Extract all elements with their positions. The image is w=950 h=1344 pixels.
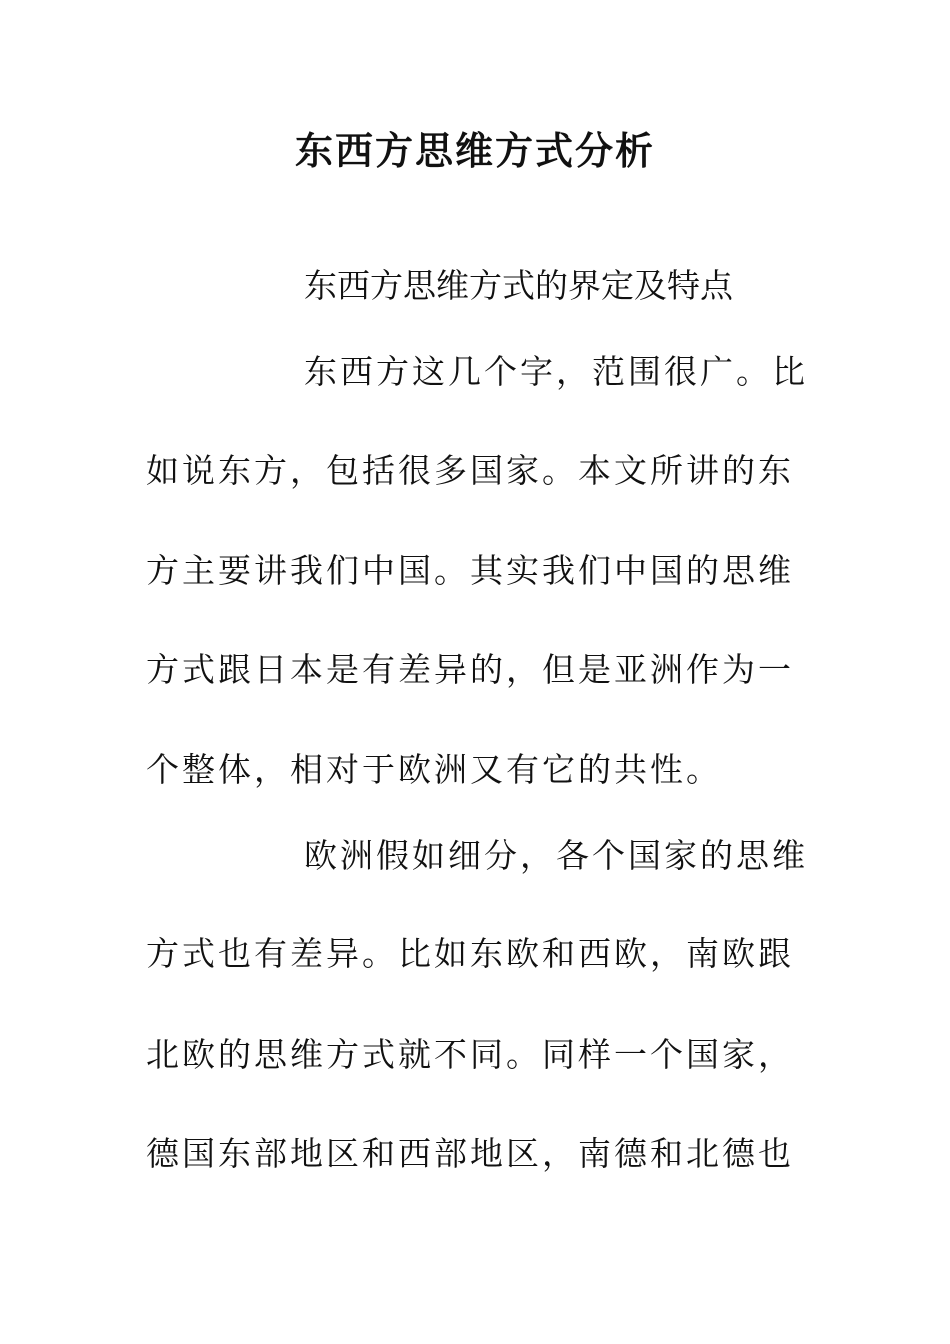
- document-title: 东西方思维方式分析: [294, 128, 655, 173]
- paragraph-line: 方主要讲我们中国。其实我们中国的思维: [146, 551, 794, 590]
- paragraph-line: 北欧的思维方式就不同。同样一个国家，: [146, 1035, 794, 1074]
- paragraph-line: 德国东部地区和西部地区，南德和北德也: [146, 1134, 794, 1173]
- paragraph-line: 欧洲假如细分，各个国家的思维: [304, 836, 808, 875]
- paragraph-line: 如说东方，包括很多国家。本文所讲的东: [146, 451, 794, 490]
- paragraph-line: 个整体，相对于欧洲又有它的共性。: [146, 750, 722, 789]
- paragraph-line: 东西方这几个字，范围很广。比: [304, 352, 808, 391]
- paragraph-line: 方式跟日本是有差异的，但是亚洲作为一: [146, 650, 794, 689]
- section-heading: 东西方思维方式的界定及特点: [304, 266, 733, 305]
- paragraph-line: 方式也有差异。比如东欧和西欧，南欧跟: [146, 934, 794, 973]
